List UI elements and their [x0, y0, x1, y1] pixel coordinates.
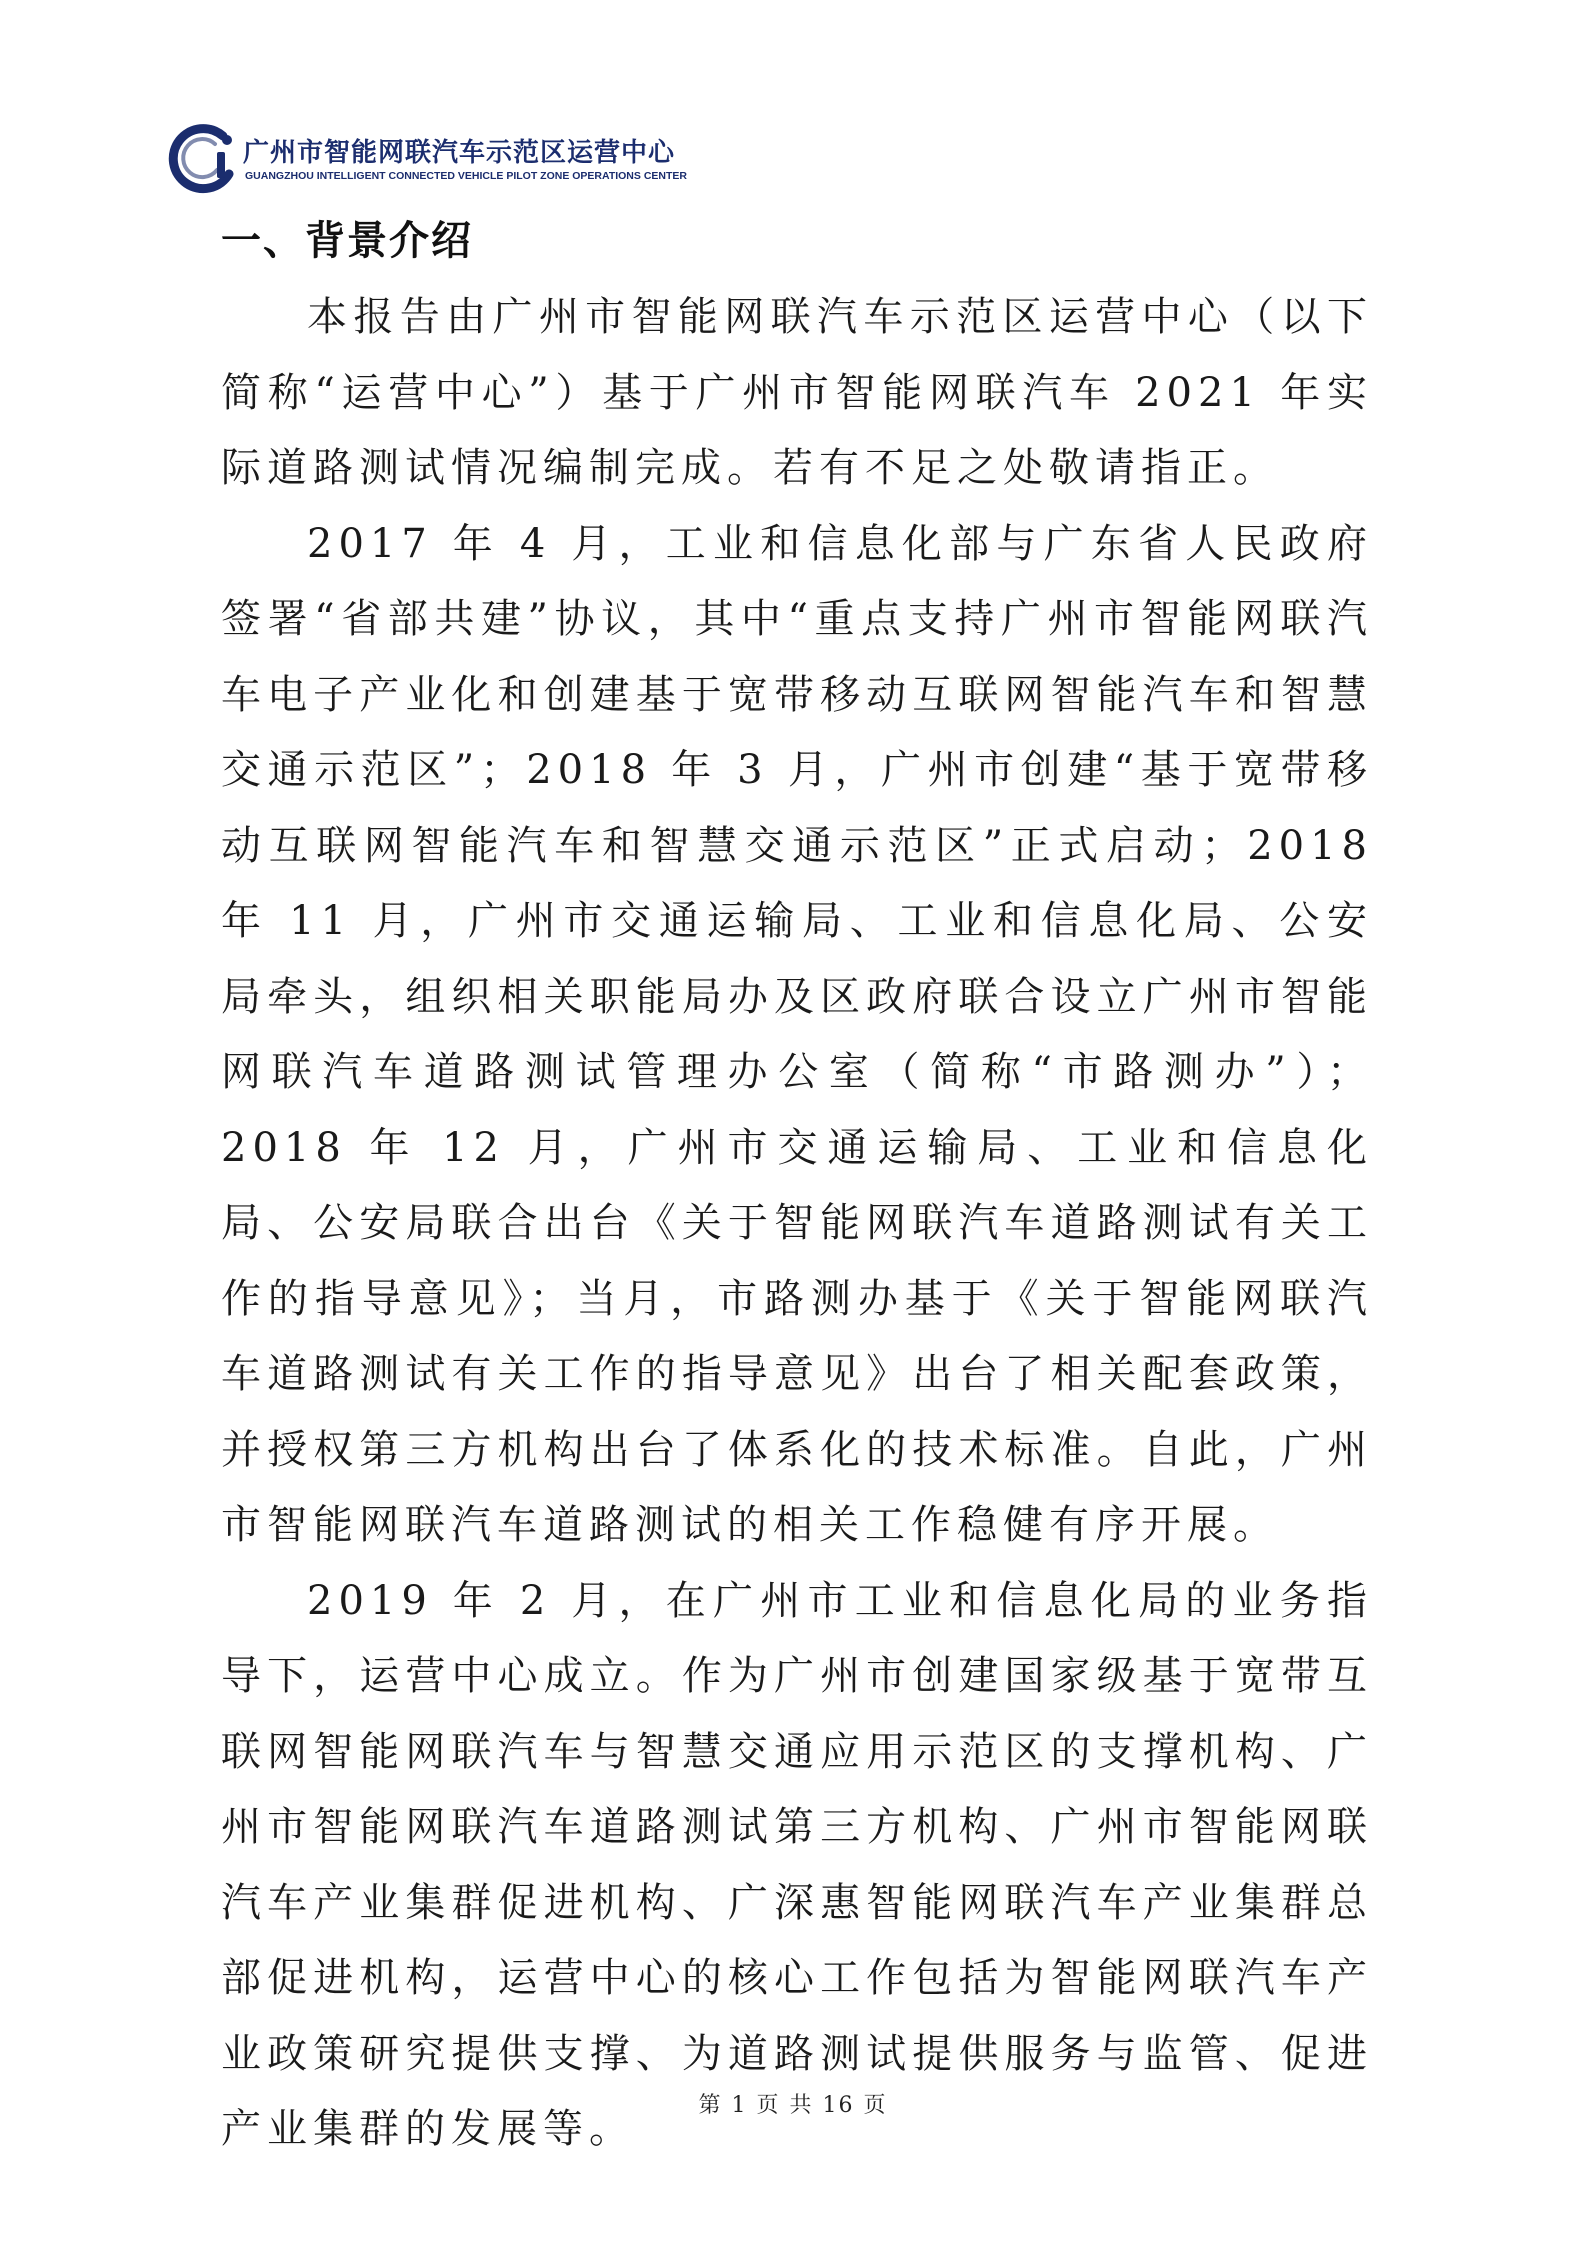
ci-logo-icon — [165, 118, 245, 198]
section-heading: 一、背景介绍 — [221, 218, 473, 264]
paragraph-history: 2017 年 4 月，工业和信息化部与广东省人民政府签署“省部共建”协议，其中“重点支持广州市智能网联汽车电子产业化和创建基于宽带移动互联网智能汽车和智慧交通示范区”；2018 年 3 月，广州市创建“基于宽带移动互联网智能汽车和智慧交通示范区”正式启动；2018 年 11 月，广州市交通运输局、工业和信息化局、公安局牵头，组织相关职能局办及区政府联合设立广州市智能网联汽车道路测试管理办公室（简称“市路测办”）；2018 年 12 月，广州市交通运输局、工业和信息化局、公安局联合出台《关于智能网联汽车道路测试有关工作的指导意见》；当月，市路测办基于《关于智能网联汽车道路测试有关工作的指导意见》出台了相关配套政策，并授权第三方机构出台了体系化的技术标准。自此，广州市智能网联汽车道路测试的相关工作稳健有序开展。 — [221, 520, 1373, 1548]
paragraph-intro: 本报告由广州市智能网联汽车示范区运营中心（以下简称“运营中心”）基于广州市智能网联汽车 2021 年实际道路测试情况编制完成。若有不足之处敬请指正。 — [221, 294, 1373, 491]
logo-title: 广州市智能网联汽车示范区运营中心 — [243, 138, 676, 168]
document-body — [221, 202, 1373, 2168]
page-number: 第 1 页 共 16 页 — [698, 2093, 888, 2118]
paragraph-operations-center: 2019 年 2 月，在广州市工业和信息化局的业务指导下，运营中心成立。作为广州市创建国家级基于宽带互联网智能网联汽车与智慧交通应用示范区的支撑机构、广州市智能网联汽车道路测试第三方机构、广州市智能网联汽车产业集群促进机构、广深惠智能网联汽车产业集群总部促进机构，运营中心的核心工作包括为智能网联汽车产业政策研究提供支撑、为道路测试提供服务与监管、促进产业集群的发展等。 — [221, 1577, 1373, 2152]
logo-subtitle: GUANGZHOU INTELLIGENT CONNECTED VEHICLE PILOT ZONE OPERATIONS CENTER — [245, 170, 687, 182]
page-header — [165, 118, 725, 198]
